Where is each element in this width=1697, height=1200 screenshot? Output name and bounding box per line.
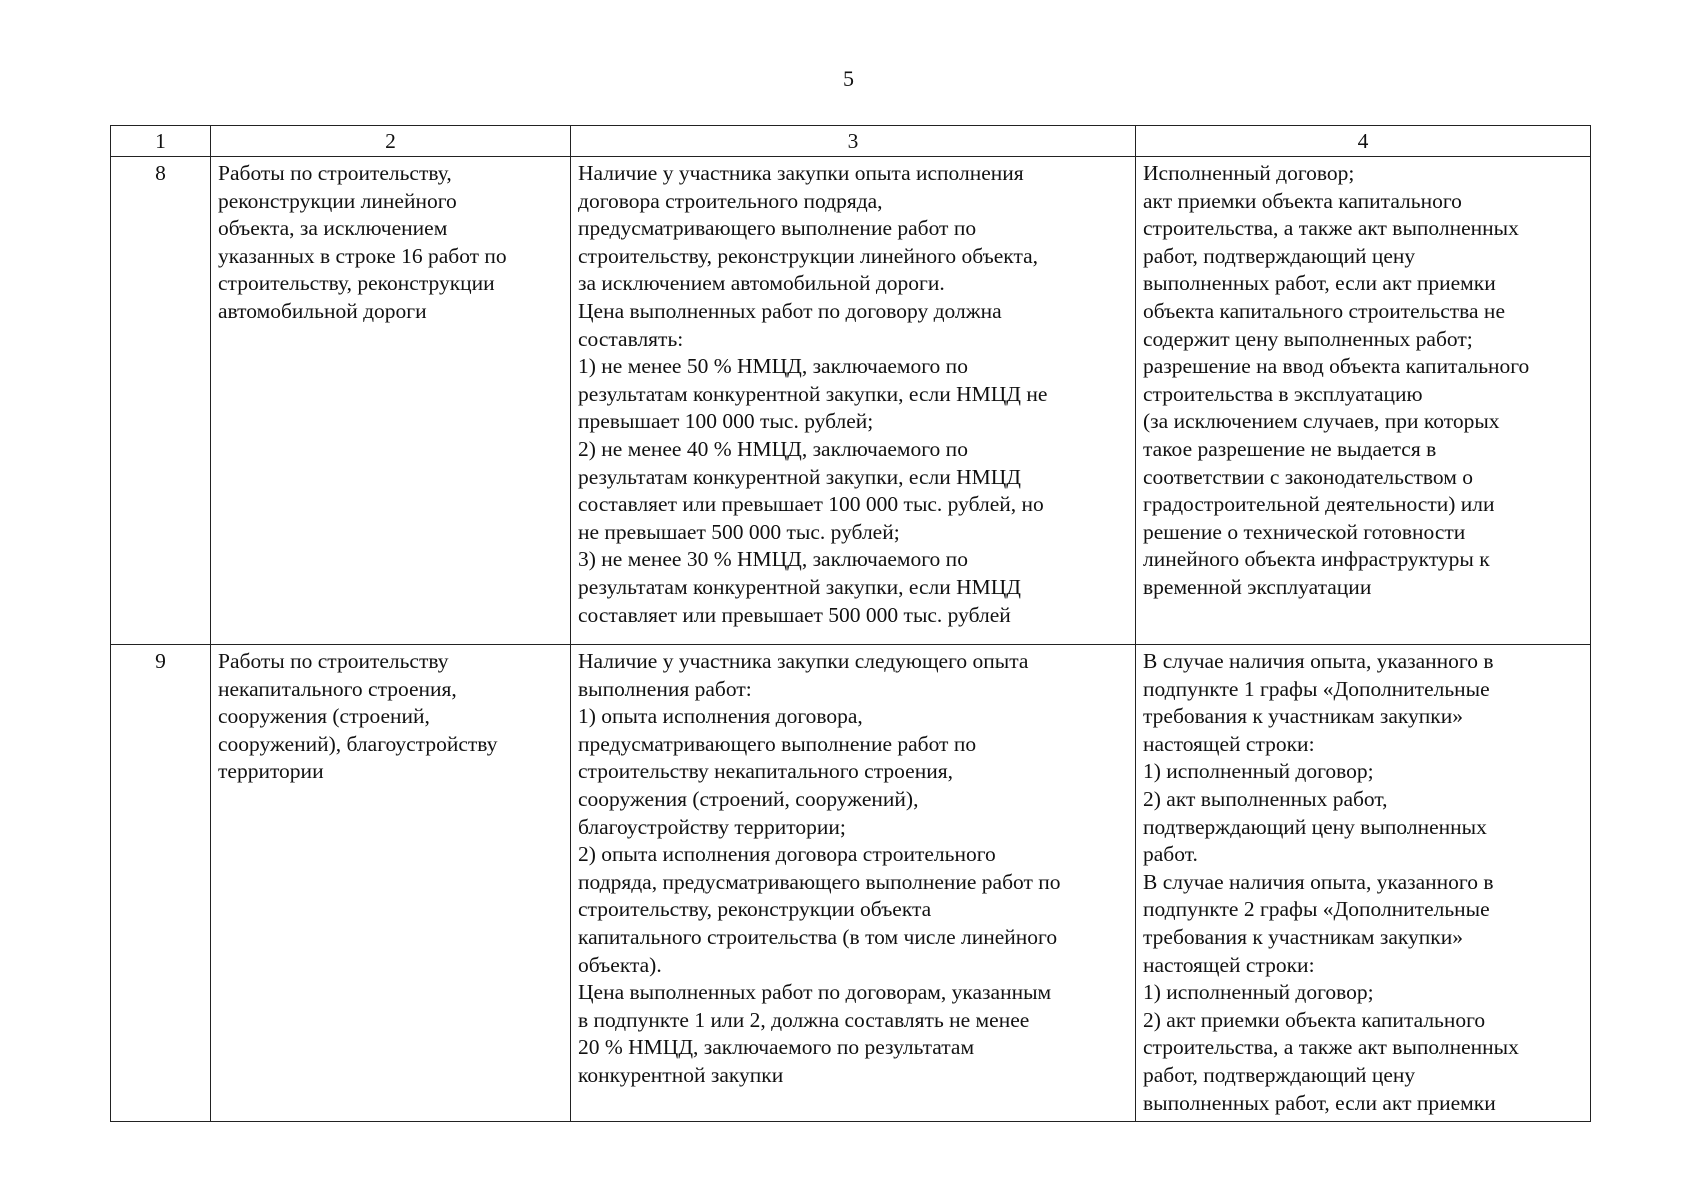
text-line: строительства, а также акт выполненных: [1143, 216, 1519, 241]
text-line: Цена выполненных работ по договорам, указанным: [578, 980, 1052, 1005]
text-line: В случае наличия опыта, указанного в: [1143, 869, 1494, 894]
text-line: 20 % НМЦД, заключаемого по результатам: [578, 1035, 975, 1060]
table-row: [111, 157, 1591, 645]
text-line: Цена выполненных работ по договору должна: [578, 298, 1002, 323]
row-number: 9: [111, 645, 211, 1122]
text-line: результатам конкурентной закупки, если НМЦД не: [578, 381, 1048, 406]
text-line: территории: [218, 759, 324, 784]
text-line: Исполненный договор;: [1143, 161, 1355, 185]
text-line: содержит цену выполненных работ;: [1143, 326, 1473, 351]
text-line: предусматривающего выполнение работ по: [578, 731, 977, 756]
text-line: не превышает 500 000 тыс. рублей;: [578, 519, 900, 544]
text-line: в подпункте 1 или 2, должна составлять не менее: [578, 1007, 1030, 1032]
text-line: 1) исполненный договор;: [1143, 980, 1374, 1005]
text-line: 2) акт приемки объекта капитального: [1143, 1007, 1486, 1032]
text-line: объекта, за исключением: [218, 216, 448, 241]
text-line: сооружения (строений, сооружений),: [578, 786, 919, 811]
text-line: (за исключением случаев, при которых: [1143, 409, 1500, 434]
header-cell-4: 4: [1136, 126, 1591, 157]
text-line: 1) опыта исполнения договора,: [578, 704, 863, 729]
text-line: строительству, реконструкции: [218, 271, 495, 296]
text-line: Работы по строительству,: [218, 161, 452, 185]
table-row: [111, 645, 1591, 1122]
text-line: такое разрешение не выдается в: [1143, 436, 1437, 461]
text-line: требования к участникам закупки»: [1143, 924, 1463, 949]
text-line: объекта капитального строительства не: [1143, 298, 1505, 323]
text-line: 3) не менее 30 % НМЦД, заключаемого по: [578, 547, 968, 572]
text-line: требования к участникам закупки»: [1143, 704, 1463, 729]
text-line: 2) не менее 40 % НМЦД, заключаемого по: [578, 436, 968, 461]
text-line: акт приемки объекта капитального: [1143, 188, 1462, 213]
table-header-row: [111, 126, 1591, 157]
text-line: Наличие у участника закупки следующего опыта: [578, 649, 1029, 673]
text-line: подпункте 1 графы «Дополнительные: [1143, 676, 1490, 701]
text-line: строительству некапитального строения,: [578, 759, 953, 784]
text-line: строительства, а также акт выполненных: [1143, 1035, 1519, 1060]
text-line: реконструкции линейного: [218, 188, 457, 213]
text-line: настоящей строки:: [1143, 731, 1315, 756]
text-line: работ, подтверждающий цену: [1143, 1062, 1416, 1087]
documents-cell: [1136, 645, 1591, 1122]
text-line: Работы по строительству: [218, 649, 449, 673]
text-line: капитального строительства (в том числе линейного: [578, 924, 1058, 949]
text-line: составлять:: [578, 326, 684, 351]
text-line: работ, подтверждающий цену: [1143, 243, 1416, 268]
text-line: линейного объекта инфраструктуры к: [1143, 547, 1490, 572]
text-line: решение о технической готовности: [1143, 519, 1466, 544]
row-number: 8: [111, 157, 211, 645]
requirements-cell: [571, 157, 1136, 645]
work-type-cell: [211, 645, 571, 1122]
text-line: предусматривающего выполнение работ по: [578, 216, 977, 241]
text-line: подряда, предусматривающего выполнение работ по: [578, 869, 1061, 894]
text-line: указанных в строке 16 работ по: [218, 243, 507, 268]
header-cell-1: 1: [111, 126, 211, 157]
text-line: объекта).: [578, 952, 662, 977]
text-line: составляет или превышает 100 000 тыс. рублей, но: [578, 492, 1044, 517]
text-line: результатам конкурентной закупки, если НМЦД: [578, 464, 1021, 489]
text-line: Наличие у участника закупки опыта исполнения: [578, 161, 1024, 185]
text-line: 1) не менее 50 % НМЦД, заключаемого по: [578, 354, 968, 379]
text-line: строительству, реконструкции объекта: [578, 897, 932, 922]
text-line: В случае наличия опыта, указанного в: [1143, 649, 1494, 673]
work-type-cell: [211, 157, 571, 645]
text-line: 2) опыта исполнения договора строительного: [578, 842, 996, 867]
text-line: автомобильной дороги: [218, 298, 427, 323]
documents-cell: [1136, 157, 1591, 645]
header-cell-2: 2: [211, 126, 571, 157]
header-cell-3: 3: [571, 126, 1136, 157]
text-line: результатам конкурентной закупки, если НМЦД: [578, 574, 1021, 599]
text-line: настоящей строки:: [1143, 952, 1315, 977]
requirements-table: [110, 125, 1591, 1122]
text-line: временной эксплуатации: [1143, 574, 1372, 599]
requirements-cell: [571, 645, 1136, 1122]
text-line: за исключением автомобильной дороги.: [578, 271, 945, 296]
text-line: подпункте 2 графы «Дополнительные: [1143, 897, 1490, 922]
text-line: конкурентной закупки: [578, 1062, 784, 1087]
text-line: превышает 100 000 тыс. рублей;: [578, 409, 874, 434]
text-line: соответствии с законодательством о: [1143, 464, 1473, 489]
text-line: некапитального строения,: [218, 676, 457, 701]
text-line: градостроительной деятельности) или: [1143, 492, 1495, 517]
text-line: договора строительного подряда,: [578, 188, 883, 213]
text-line: сооружения (строений,: [218, 704, 430, 729]
text-line: благоустройству территории;: [578, 814, 846, 839]
text-line: выполнения работ:: [578, 676, 752, 701]
text-line: разрешение на ввод объекта капитального: [1143, 354, 1530, 379]
text-line: сооружений), благоустройству: [218, 731, 498, 756]
text-line: строительству, реконструкции линейного объекта,: [578, 243, 1039, 268]
text-line: подтверждающий цену выполненных: [1143, 814, 1487, 839]
text-line: выполненных работ, если акт приемки: [1143, 1090, 1496, 1115]
text-line: выполненных работ, если акт приемки: [1143, 271, 1496, 296]
text-line: составляет или превышает 500 000 тыс. рублей: [578, 602, 1011, 627]
text-line: работ.: [1143, 842, 1198, 867]
text-line: 2) акт выполненных работ,: [1143, 786, 1388, 811]
page-number: 5: [843, 66, 854, 91]
text-line: строительства в эксплуатацию: [1143, 381, 1423, 406]
text-line: 1) исполненный договор;: [1143, 759, 1374, 784]
